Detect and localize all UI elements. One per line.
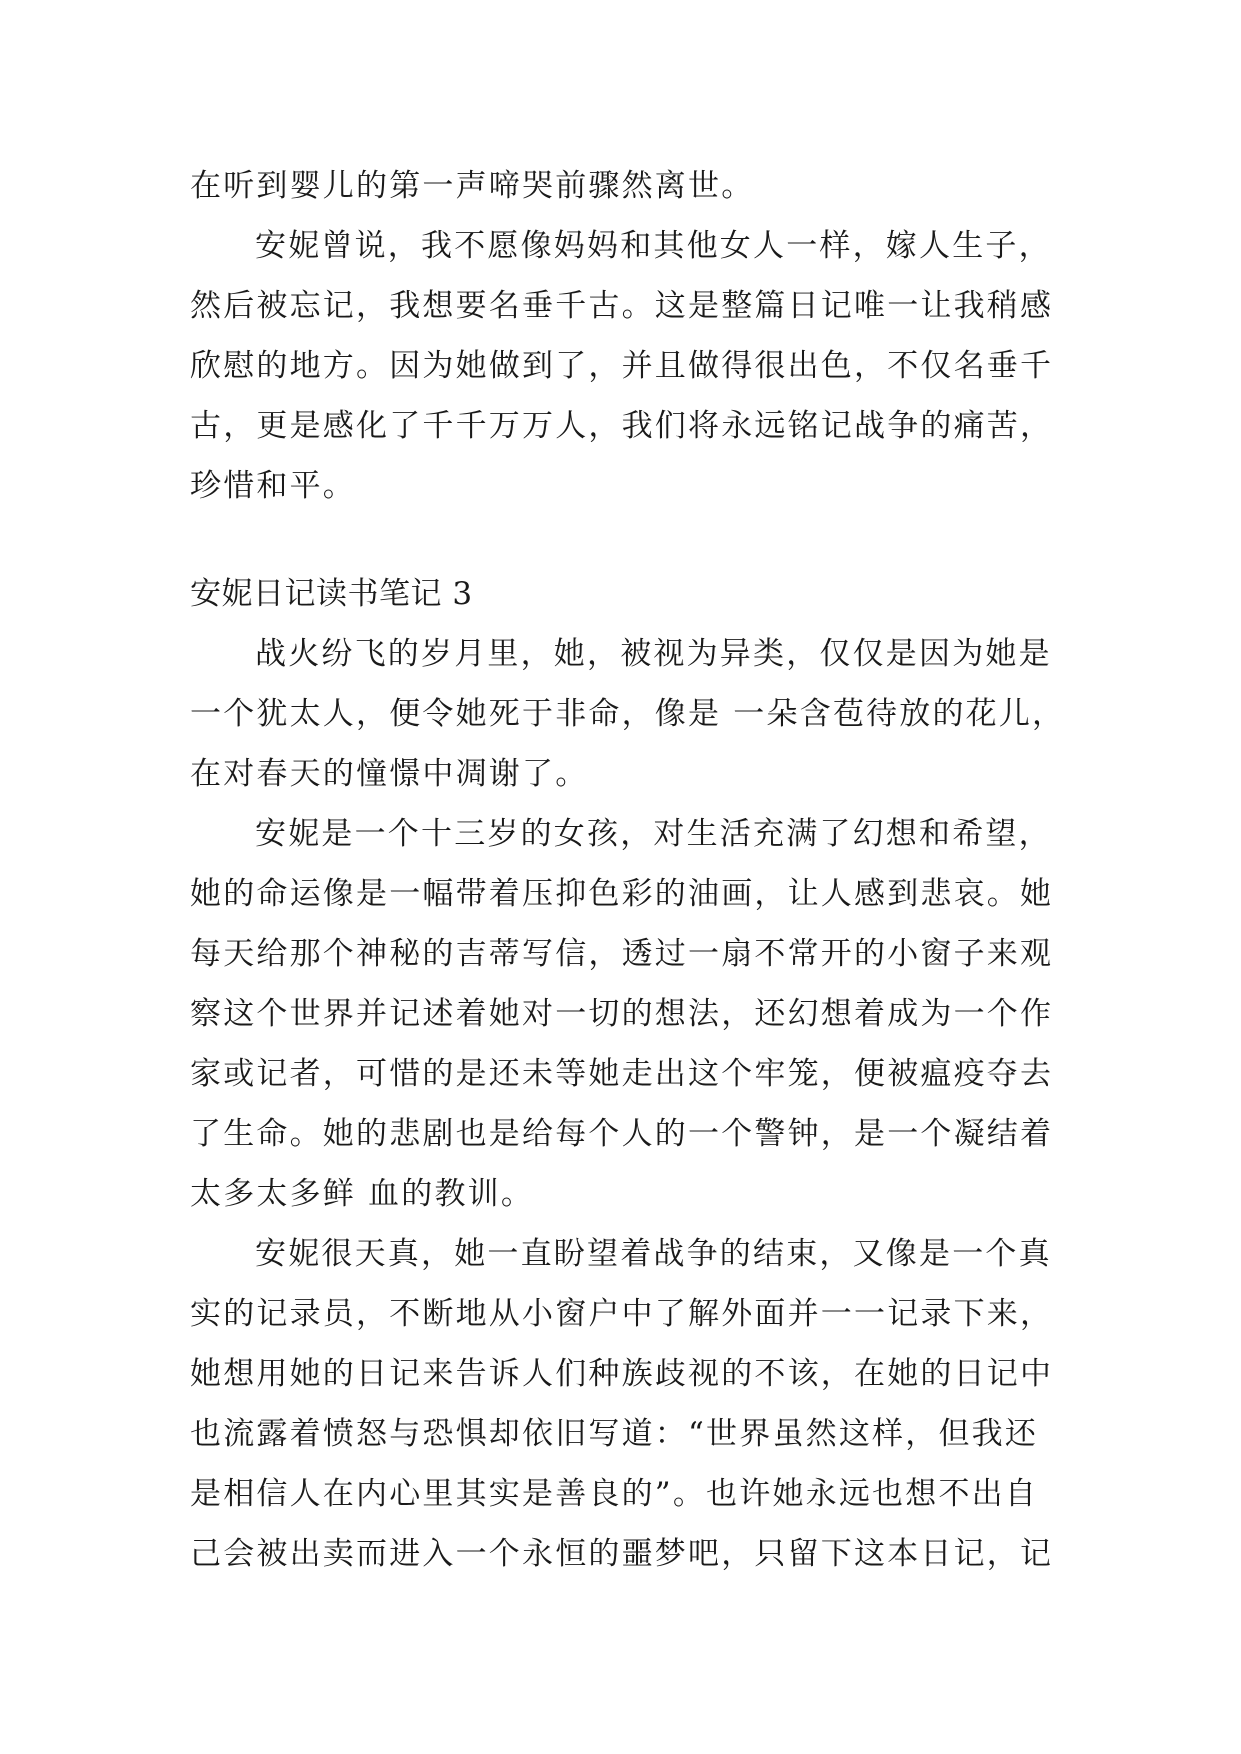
section-heading: 安妮日记读书笔记 3 bbox=[190, 576, 473, 612]
text-line: 己会被出卖而进入一个永恒的噩梦吧，只留下这本日记，记 bbox=[190, 1536, 1054, 1572]
text-line: 实的记录员，不断地从小窗户中了解外面并一一记录下来， bbox=[190, 1296, 1054, 1332]
text-line: 珍惜和平。 bbox=[190, 468, 356, 504]
text-line: 战火纷飞的岁月里，她，被视为异类，仅仅是因为她是 bbox=[255, 636, 1052, 672]
text-line: 安妮曾说，我不愿像妈妈和其他女人一样，嫁人生子， bbox=[255, 228, 1052, 264]
text-line: 她想用她的日记来告诉人们种族歧视的不该，在她的日记中 bbox=[190, 1356, 1054, 1392]
text-line: 一个犹太人，便令她死于非命，像是 一朵含苞待放的花儿， bbox=[190, 696, 1066, 732]
text-line: 了生命。她的悲剧也是给每个人的一个警钟，是一个凝结着 bbox=[190, 1116, 1054, 1152]
text-line: 安妮很天真，她一直盼望着战争的结束，又像是一个真 bbox=[255, 1236, 1052, 1272]
text-line: 安妮是一个十三岁的女孩，对生活充满了幻想和希望， bbox=[255, 816, 1052, 852]
text-line: 每天给那个神秘的吉蒂写信，透过一扇不常开的小窗子来观 bbox=[190, 936, 1054, 972]
text-line: 欣慰的地方。因为她做到了，并且做得很出色，不仅名垂千 bbox=[190, 348, 1054, 384]
text-line: 是相信人在内心里其实是善良的”。也许她永远也想不出自 bbox=[190, 1476, 1039, 1512]
text-line: 她的命运像是一幅带着压抑色彩的油画，让人感到悲哀。她 bbox=[190, 876, 1054, 912]
text-line: 察这个世界并记述着她对一切的想法，还幻想着成为一个作 bbox=[190, 996, 1054, 1032]
text-line: 古，更是感化了千千万万人，我们将永远铭记战争的痛苦， bbox=[190, 408, 1054, 444]
text-line: 在对春天的憧憬中凋谢了。 bbox=[190, 756, 589, 792]
text-line: 太多太多鲜 血的教训。 bbox=[190, 1176, 535, 1212]
text-line: 家或记者，可惜的是还未等她走出这个牢笼，便被瘟疫夺去 bbox=[190, 1056, 1054, 1092]
text-line: 也流露着愤怒与恐惧却依旧写道：“世界虽然这样，但我还 bbox=[190, 1416, 1039, 1452]
text-line: 在听到婴儿的第一声啼哭前骤然离世。 bbox=[190, 168, 755, 204]
text-line: 然后被忘记，我想要名垂千古。这是整篇日记唯一让我稍感 bbox=[190, 288, 1054, 324]
